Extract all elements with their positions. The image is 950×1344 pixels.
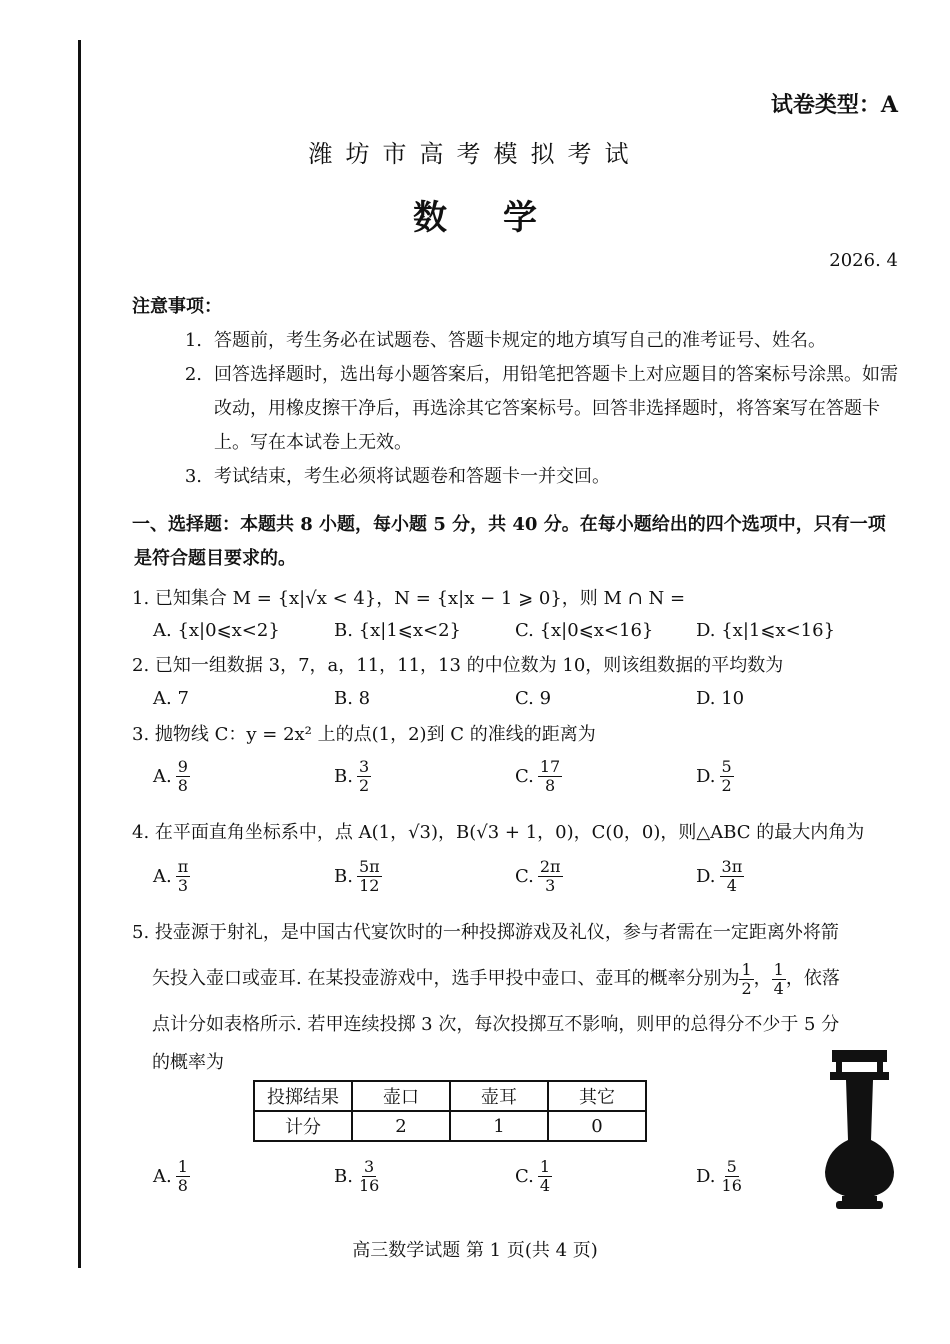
notice-item-text: 考试结束，考生必须将试题卷和答题卡一并交回。 xyxy=(214,466,610,487)
option-c xyxy=(515,1158,696,1195)
denominator: 4 xyxy=(539,1176,551,1195)
option-d xyxy=(696,858,877,895)
fraction xyxy=(538,1158,552,1195)
notice-title: 注意事项： xyxy=(132,296,222,317)
question-1-stem: 1. 已知集合 M = {x|√x < 4}，N = {x|x − 1 ⩾ 0}，则 M ∩ N = xyxy=(132,588,686,609)
table-header-cell: 投掷结果 xyxy=(254,1081,352,1111)
table-header-cell: 其它 xyxy=(548,1081,646,1111)
numerator: 17 xyxy=(539,757,561,776)
fraction xyxy=(720,758,734,795)
option-a: A. 7 xyxy=(153,688,189,709)
denominator: 16 xyxy=(721,1176,742,1195)
denominator: 4 xyxy=(773,978,784,998)
numerator: 1 xyxy=(177,1157,188,1176)
subject-title: 数学 xyxy=(413,198,593,238)
question-4-stem: 4. 在平面直角坐标系中，点 A(1，√3)，B(√3 + 1，0)，C(0，0)，则△ABC 的最大内角为 xyxy=(132,822,865,843)
section-heading-line: 一、选择题：本题共 8 小题，每小题 5 分，共 40 分。在每小题给出的四个选项中，只有一项 xyxy=(132,514,886,535)
denominator: 2 xyxy=(358,776,370,795)
notice-item-number: 3. xyxy=(184,466,202,487)
option-c xyxy=(515,858,696,895)
paper-type: 试卷类型：A xyxy=(770,92,898,118)
question-1-options xyxy=(153,616,903,646)
denominator: 8 xyxy=(177,1176,188,1195)
denominator: 4 xyxy=(726,876,737,895)
question-3-options xyxy=(153,758,903,795)
numerator: π xyxy=(177,857,189,876)
notice-item-number: 2. xyxy=(184,364,202,385)
notice-item-text: 回答选择题时，选出每小题答案后，用铅笔把答题卡上对应题目的答案标号涂黑。如需改动，用橡皮擦干净后，再选涂其它答案标号。回答非选择题时，将答案写在答题卡上。写在本试卷上无效。 xyxy=(214,364,898,453)
option-label: D. xyxy=(696,866,716,887)
table-row xyxy=(254,1111,646,1141)
section-heading xyxy=(132,508,902,576)
numerator: 2π xyxy=(539,857,561,876)
option-c xyxy=(515,758,696,795)
option-label: A. xyxy=(153,766,172,787)
table-row xyxy=(254,1081,646,1111)
fraction xyxy=(176,758,190,795)
question-5-line xyxy=(132,956,902,1002)
fraction xyxy=(720,858,745,895)
option-d xyxy=(696,1158,877,1195)
question-5-line: 5. 投壶源于射礼，是中国古代宴饮时的一种投掷游戏及礼仪，参与者需在一定距离外将箭 xyxy=(132,922,839,943)
option-label: C. xyxy=(515,766,534,787)
notice-item xyxy=(132,460,902,494)
option-b xyxy=(334,858,515,895)
table-header-cell: 壶口 xyxy=(352,1081,450,1111)
numerator: 9 xyxy=(177,757,188,776)
question-5-line: 的概率为 xyxy=(152,1052,224,1073)
option-label: B. xyxy=(334,866,353,887)
option-a xyxy=(153,758,334,795)
notice-item-number: 1. xyxy=(184,330,202,351)
numerator: 3 xyxy=(358,757,370,776)
denominator: 16 xyxy=(358,1176,380,1195)
section-heading-line: 是符合题目要求的。 xyxy=(134,548,296,569)
exam-date: 2026. 4 xyxy=(829,250,898,271)
option-a xyxy=(153,858,334,895)
numerator: 1 xyxy=(773,959,784,979)
table-cell: 计分 xyxy=(254,1111,352,1141)
option-c: C. {x|0⩽x<16} xyxy=(515,620,654,641)
option-d: D. 10 xyxy=(696,688,745,709)
denominator: 3 xyxy=(177,876,189,895)
notice-block xyxy=(132,290,902,494)
option-d: D. {x|1⩽x<16} xyxy=(696,620,836,641)
numerator: 3 xyxy=(364,1157,375,1176)
fraction xyxy=(176,858,191,895)
question-2-options xyxy=(153,684,903,714)
numerator: 1 xyxy=(539,1157,551,1176)
numerator: 3π xyxy=(721,857,743,876)
fraction xyxy=(176,1158,190,1195)
denominator: 2 xyxy=(721,776,732,795)
denominator: 2 xyxy=(741,978,752,998)
fraction xyxy=(739,961,753,998)
fraction xyxy=(357,858,382,895)
question-5-text: ，依落 xyxy=(785,968,840,989)
option-b xyxy=(334,758,515,795)
table-cell: 2 xyxy=(352,1111,450,1141)
numerator: 5 xyxy=(721,757,732,776)
fraction xyxy=(357,1158,381,1195)
option-a xyxy=(153,1158,334,1195)
fraction xyxy=(357,758,371,795)
numerator: 5 xyxy=(726,1157,737,1176)
option-label: C. xyxy=(515,866,534,887)
denominator: 3 xyxy=(545,876,556,895)
denominator: 8 xyxy=(544,776,556,795)
option-label: A. xyxy=(153,866,172,887)
notice-item xyxy=(132,324,902,358)
denominator: 12 xyxy=(359,876,380,895)
question-4-options xyxy=(153,858,903,895)
fraction xyxy=(720,1158,744,1195)
notice-item-text: 答题前，考生务必在试题卷、答题卡规定的地方填写自己的准考证号、姓名。 xyxy=(214,330,826,351)
question-5-options xyxy=(153,1158,903,1195)
option-b: B. 8 xyxy=(334,688,371,709)
table-cell: 1 xyxy=(450,1111,548,1141)
denominator: 8 xyxy=(177,776,188,795)
question-2-stem: 2. 已知一组数据 3，7，a，11，11，13 的中位数为 10，则该组数据的平均数为 xyxy=(132,655,784,676)
option-b: B. {x|1⩽x<2} xyxy=(334,620,462,641)
option-a: A. {x|0⩽x<2} xyxy=(153,620,280,641)
option-d xyxy=(696,758,877,795)
notice-item xyxy=(132,358,902,460)
exam-title: 潍坊市高考模拟考试 xyxy=(308,140,642,168)
numerator: 1 xyxy=(741,959,752,979)
option-b xyxy=(334,1158,515,1195)
fraction xyxy=(538,758,562,795)
question-3-stem: 3. 抛物线 C：y = 2x² 上的点(1，2)到 C 的准线的距离为 xyxy=(132,724,596,745)
question-5-text: 矢投入壶口或壶耳. 在某投壶游戏中，选手甲投中壶口、壶耳的概率分别为 xyxy=(152,968,740,989)
question-5-stem xyxy=(132,910,902,1078)
option-label: B. xyxy=(334,766,353,787)
option-label: A. xyxy=(153,1166,172,1187)
option-label: D. xyxy=(696,766,716,787)
table-cell: 0 xyxy=(548,1111,646,1141)
fraction xyxy=(772,961,786,998)
numerator: 5π xyxy=(358,857,380,876)
fraction xyxy=(538,858,563,895)
option-label: B. xyxy=(334,1166,353,1187)
question-5-line: 点计分如表格所示. 若甲连续投掷 3 次，每次投掷互不影响，则甲的总得分不少于 5 分 xyxy=(152,1014,840,1035)
option-c: C. 9 xyxy=(515,688,552,709)
score-table xyxy=(253,1080,647,1142)
option-label: C. xyxy=(515,1166,534,1187)
option-label: D. xyxy=(696,1166,716,1187)
table-header-cell: 壶耳 xyxy=(450,1081,548,1111)
page-footer: 高三数学试题 第 1 页(共 4 页) xyxy=(352,1240,598,1261)
separator: ， xyxy=(753,968,772,989)
